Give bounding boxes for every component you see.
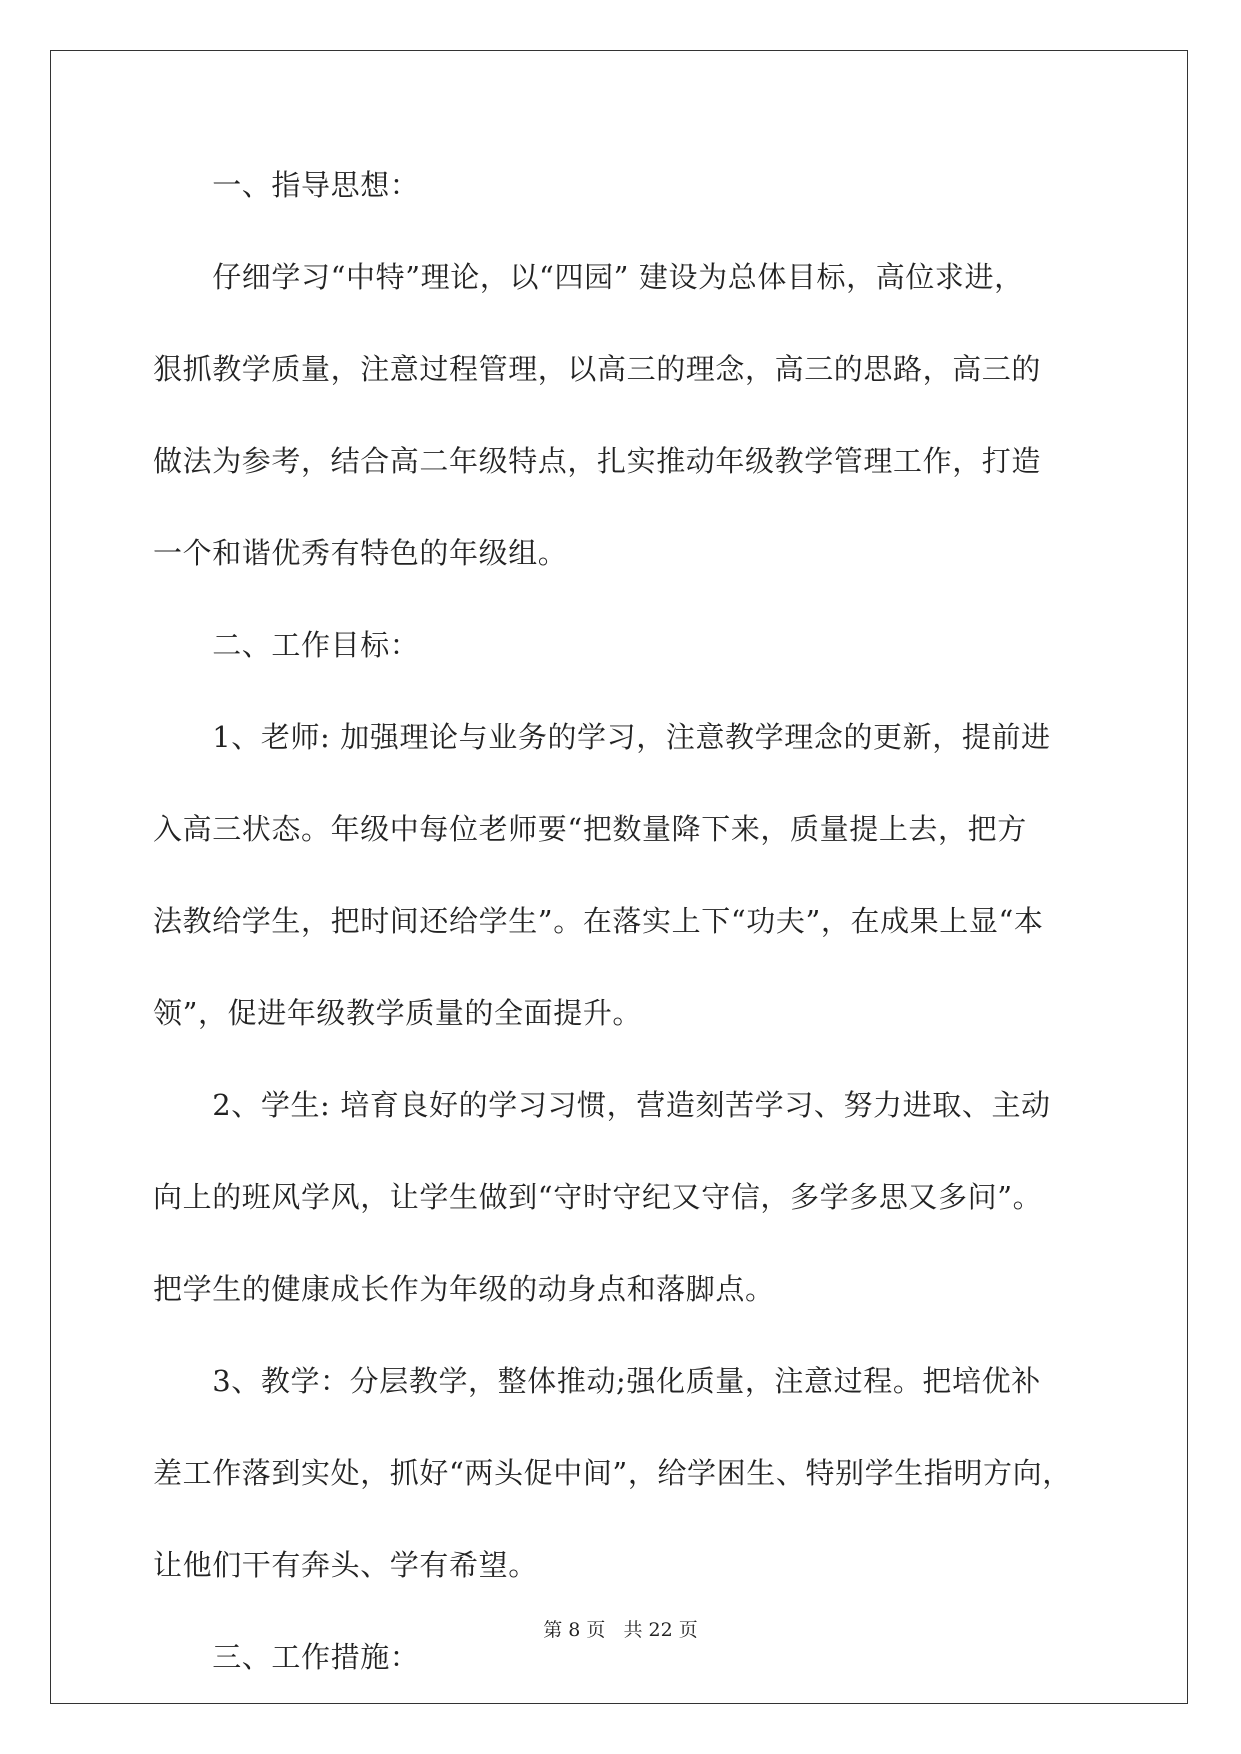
- page-number: 第 8 页: [543, 1619, 606, 1641]
- paragraph-line: 领”，促进年级教学质量的全面提升。: [153, 996, 643, 1030]
- paragraph-line: 1、老师: 加强理论与业务的学习，注意教学理念的更新，提前进: [153, 720, 1051, 754]
- heading-guiding-ideology: 一、指导思想：: [153, 168, 420, 202]
- page-footer: [0, 1618, 1241, 1642]
- paragraph-line: 3、教学：分层教学，整体推动;强化质量，注意过程。把培优补: [153, 1364, 1041, 1398]
- paragraph-line: 狠抓教学质量，注意过程管理，以高三的理念，高三的思路，高三的: [153, 352, 1042, 386]
- paragraph-line: 把学生的健康成长作为年级的动身点和落脚点。: [153, 1272, 775, 1306]
- heading-work-goals: 二、工作目标：: [153, 628, 420, 662]
- paragraph-line: 差工作落到实处，抓好“两头促中间”，给学困生、特别学生指明方向，: [153, 1456, 1072, 1490]
- paragraph-line: 让他们干有奔头、学有希望。: [153, 1548, 538, 1582]
- paragraph-line: 法教给学生，把时间还给学生”。在落实上下“功夫”，在成果上显“本: [153, 904, 1044, 938]
- paragraph-line: 入高三状态。年级中每位老师要“把数量降下来，质量提上去，把方: [153, 812, 1027, 846]
- heading-work-measures: 三、工作措施：: [153, 1640, 420, 1674]
- page-total: 共 22 页: [623, 1619, 698, 1641]
- paragraph-line: 做法为参考，结合高二年级特点，扎实推动年级教学管理工作，打造: [153, 444, 1042, 478]
- paragraph-line: 一个和谐优秀有特色的年级组。: [153, 536, 568, 570]
- paragraph-line: 2、学生: 培育良好的学习习惯，营造刻苦学习、努力进取、主动: [153, 1088, 1051, 1122]
- paragraph-line: 仔细学习“中特”理论，以“四园” 建设为总体目标，高位求进，: [153, 260, 1024, 294]
- paragraph-line: 向上的班风学风，让学生做到“守时守纪又守信，多学多思又多问”。: [153, 1180, 1043, 1214]
